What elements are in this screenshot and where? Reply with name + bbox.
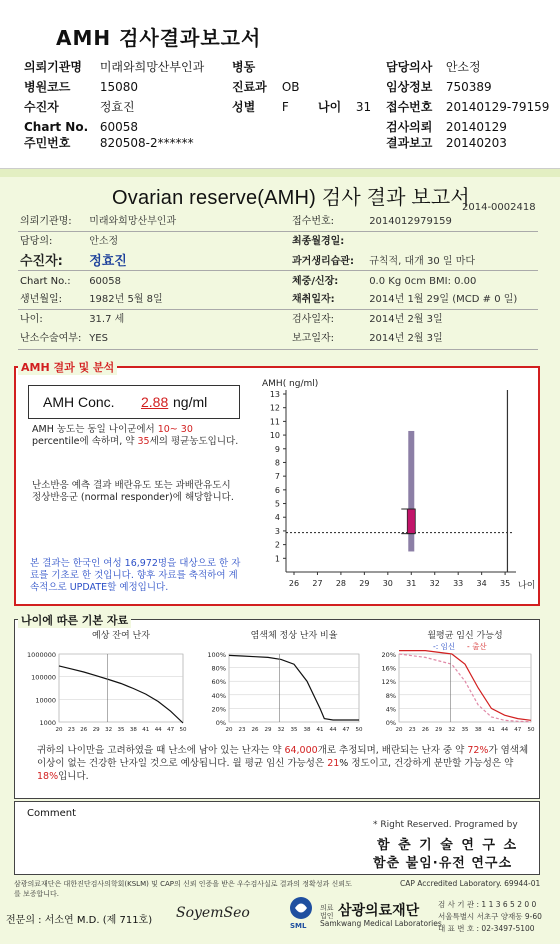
y-tick-label: 5 — [274, 499, 280, 509]
info-birthdate: 생년월일: 1982년 5월 8일 — [20, 294, 163, 305]
field-chart-no: Chart No. 60058 — [24, 120, 139, 134]
x-tick-label: 23 — [67, 727, 75, 732]
amh-conc-label: AMH Conc. — [43, 394, 115, 410]
signature: SoyemSeo — [176, 905, 250, 921]
x-tick-label: 38 — [474, 727, 482, 732]
x-tick-label: 20 — [395, 727, 403, 732]
samkwang-logo-icon — [286, 895, 316, 931]
y-tick-label: 10000 — [35, 696, 56, 705]
lab-name-2: 함춘 불임·유전 연구소 — [373, 856, 513, 871]
field-resident-no: 주민번호 820508-2****** — [24, 136, 194, 150]
org-phone: 대 표 번 호 : 02-3497-5100 — [438, 924, 535, 933]
info-receipt-no: 접수번호: 2014012979159 — [292, 216, 452, 227]
x-tick-label: 20 — [225, 727, 233, 732]
x-tick-label: 32 — [448, 727, 456, 732]
x-tick-label: 34 — [476, 579, 487, 588]
x-tick-label: 47 — [167, 727, 175, 732]
x-tick-label: 26 — [80, 727, 88, 732]
y-tick-label: 80% — [211, 664, 226, 673]
y-tick-label: 4 — [274, 513, 280, 523]
y-tick-label: 20% — [381, 651, 396, 659]
amh-percentile-text: AMH 농도는 동일 나이군에서 10~ 30 percentile에 속하며, 약 35세의 평균농도입니다. — [32, 424, 239, 447]
y-tick-label: 2 — [274, 540, 280, 550]
x-tick-label: 35 — [290, 727, 298, 732]
x-tick-label: 26 — [251, 727, 259, 732]
field-hospital-code: 병원코드 15080 — [24, 80, 139, 94]
field-receipt-no: 접수번호 20140129-79159 — [386, 100, 550, 114]
x-tick-label: 50 — [527, 727, 535, 732]
amh-result-panel — [14, 366, 540, 606]
y-tick-label: 8% — [385, 691, 396, 700]
field-sex: 성별 F — [232, 100, 289, 114]
amh-percentile-box — [407, 509, 415, 534]
x-tick-label: 29 — [92, 727, 100, 732]
info-weight-height: 체중/신장: 0.0 Kg 0cm BMI: 0.00 — [292, 276, 477, 287]
divider — [18, 231, 538, 232]
x-tick-label: 38 — [303, 727, 311, 732]
y-tick-label: 6 — [274, 485, 280, 495]
info-referral-org: 의뢰기관명: 미래와희망산부인과 — [20, 216, 177, 227]
x-tick-label: 29 — [264, 727, 272, 732]
info-age: 나이: 31.7 세 — [20, 314, 125, 325]
divider — [18, 349, 538, 350]
y-tick-label: 8 — [274, 458, 280, 468]
certification-text: 삼광의료재단은 대한진단검사의학회(KSLM) 및 CAP의 신뢰 인증을 받은 우수검사실로 결과의 정확성과 신뢰도를 보증합니다. — [14, 880, 352, 898]
y-tick-label: 7 — [274, 472, 280, 482]
x-tick-label: 41 — [142, 727, 150, 732]
x-tick-label: 32 — [105, 727, 113, 732]
x-tick-label: 44 — [329, 727, 337, 732]
info-patient: 수진자: 정효진 — [20, 254, 127, 269]
mini-chart-title: 월평균 임신 가능성 — [427, 631, 503, 641]
age-summary-text: 귀하의 나이만을 고려하였을 때 난소에 남아 있는 난자는 약 64,000개로 추정되며, 배란되는 난자 중 약 72%가 염색체이상이 없는 건강한 난자일 것으로 예상됩니다. 월 평균 임신 가능성은 21% 정도이고, 건강하게 분만할 가능성은 약 18%입니다. — [37, 745, 529, 782]
mini-chart-title: 염색체 정상 난자 비율 — [250, 631, 338, 641]
org-code: 검 사 기 관 : 1 1 3 6 5 2 0 0 — [438, 900, 537, 909]
age-basic-data-panel — [14, 619, 540, 799]
x-tick-label: 35 — [500, 579, 511, 588]
y-tick-label: 11 — [269, 417, 280, 427]
amh-by-age-chart — [244, 376, 540, 604]
info-ovarian-surgery: 난소수술여부: YES — [20, 333, 108, 344]
x-tick-label: 28 — [335, 579, 347, 588]
report-number: 2014-0002418 — [462, 202, 536, 213]
y-tick-label: 100000 — [31, 673, 56, 682]
info-menstrual-history: 과거생리습관: 규칙적, 대개 30 일 마다 — [292, 256, 476, 267]
normal-chromosome-chart — [195, 624, 367, 732]
x-axis-label: 나이 — [518, 581, 536, 591]
field-referral-org: 의뢰기관명 미래와희망산부인과 — [24, 60, 205, 74]
remaining-eggs-chart — [19, 624, 191, 732]
field-report-date: 결과보고 20140203 — [386, 136, 507, 150]
info-sampling-date: 채취일자: 2014년 1월 29일 (MCD # 0 일) — [292, 294, 518, 305]
y-tick-label: 10 — [269, 431, 280, 441]
x-tick-label: 27 — [312, 579, 323, 588]
divider — [18, 270, 538, 271]
x-tick-label: 35 — [117, 727, 125, 732]
y-tick-label: 60% — [211, 678, 226, 687]
lab-name-1: 함 춘 기 술 연 구 소 — [377, 838, 519, 853]
amh-concentration-box — [28, 385, 240, 419]
info-last-period: 최종월경일: — [292, 236, 345, 247]
cap-accreditation: CAP Accredited Laboratory. 69944-01 — [400, 879, 541, 888]
legend-birth: - 출산 — [467, 642, 487, 651]
field-request-date: 검사의뢰 20140129 — [386, 120, 507, 134]
y-tick-label: 4% — [385, 705, 396, 714]
amh-conc-value: 2.88 — [141, 394, 169, 410]
x-tick-label: 44 — [501, 727, 509, 732]
y-tick-label: 0% — [385, 719, 396, 727]
y-tick-label: 40% — [211, 691, 226, 700]
x-tick-label: 23 — [408, 727, 416, 732]
top-band — [0, 169, 560, 177]
info-report-date: 보고일자: 2014년 2월 3일 — [292, 333, 443, 344]
y-tick-label: 16% — [381, 664, 396, 673]
amh-data-note: 본 결과는 한국인 여성 16,972명을 대상으로 한 자료를 기초로 한 것입니다. 향후 자료를 축적하여 계속적으로 UPDATE할 예정입니다. — [30, 558, 241, 593]
y-tick-label: 9 — [274, 444, 280, 454]
x-tick-label: 41 — [487, 727, 495, 732]
x-tick-label: 29 — [359, 579, 370, 588]
x-tick-label: 50 — [179, 727, 187, 732]
x-tick-label: 20 — [55, 727, 63, 732]
plot-area — [59, 654, 183, 722]
x-tick-label: 29 — [435, 727, 443, 732]
y-tick-label: 12 — [269, 403, 280, 413]
info-chart-no: Chart No.: 60058 — [20, 276, 121, 287]
field-ward: 병동 — [232, 60, 256, 74]
x-tick-label: 44 — [154, 727, 162, 732]
x-tick-label: 30 — [382, 579, 393, 588]
y-axis-label: AMH( ng/ml) — [262, 379, 319, 389]
x-tick-label: 50 — [355, 727, 363, 732]
x-tick-label: 47 — [514, 727, 522, 732]
org-prefix: 의료법인 — [320, 904, 334, 920]
pregnancy-chance-chart — [369, 624, 539, 732]
amh-report — [0, 168, 560, 944]
summary-title: AMH 검사결과보고서 — [56, 26, 262, 50]
y-tick-label: 100% — [207, 651, 226, 659]
rights-text: * Right Reserved. Programed by — [373, 820, 518, 830]
y-tick-label: 12% — [381, 678, 396, 687]
x-tick-label: 38 — [129, 727, 137, 732]
x-tick-label: 32 — [277, 727, 285, 732]
field-patient: 수진자 정효진 — [24, 100, 135, 114]
org-english-name: Samkwang Medical Laboratories — [320, 919, 442, 928]
y-tick-label: 1000 — [39, 719, 56, 727]
amh-response-text: 난소반응 예측 결과 배란유도 또는 과배란유도시 정상반응군 (normal responder)에 해당합니다. — [32, 480, 234, 503]
summary-header — [0, 0, 560, 168]
y-tick-label: 3 — [274, 526, 280, 536]
mini-chart-title: 예상 잔여 난자 — [92, 631, 150, 641]
divider — [18, 309, 538, 310]
field-doctor: 담당의사 안소정 — [386, 60, 481, 74]
y-tick-label: 13 — [269, 390, 280, 399]
specialist-label: 전문의 : 서소연 M.D. (제 711호) — [6, 915, 153, 926]
x-tick-label: 35 — [461, 727, 469, 732]
svg-text:SML: SML — [290, 922, 307, 930]
x-tick-label: 23 — [238, 727, 246, 732]
amh-section-label: AMH 결과 및 분석 — [18, 359, 117, 375]
x-tick-label: 26 — [421, 727, 429, 732]
report-title: Ovarian reserve(AMH) 검사 결과 보고서 — [112, 187, 470, 209]
field-clinical-info: 임상정보 750389 — [386, 80, 492, 94]
org-name: 삼광의료재단 — [338, 903, 420, 919]
age-section-label: 나이에 따른 기본 자료 — [18, 612, 131, 628]
org-address: 서울특별시 서초구 양재동 9-60 — [438, 912, 542, 921]
y-tick-label: 1 — [274, 554, 280, 564]
info-doctor: 담당의: 안소정 — [20, 236, 119, 247]
y-tick-label: 1000000 — [27, 651, 56, 659]
amh-conc-unit: ng/ml — [173, 394, 208, 410]
comment-label: Comment — [27, 808, 76, 819]
x-tick-label: 31 — [406, 579, 417, 588]
x-tick-label: 47 — [342, 727, 350, 732]
field-age: 나이 31 — [318, 100, 372, 114]
field-department: 진료과 OB — [232, 80, 300, 94]
info-test-date: 검사일자: 2014년 2월 3일 — [292, 314, 443, 325]
y-tick-label: 20% — [211, 705, 226, 714]
legend-pregnancy: -: 임신 — [433, 642, 456, 651]
x-tick-label: 33 — [453, 579, 464, 588]
x-tick-label: 32 — [429, 579, 440, 588]
y-tick-label: 0% — [215, 719, 226, 727]
x-tick-label: 41 — [316, 727, 324, 732]
x-tick-label: 26 — [288, 579, 300, 588]
comment-box — [14, 801, 540, 875]
